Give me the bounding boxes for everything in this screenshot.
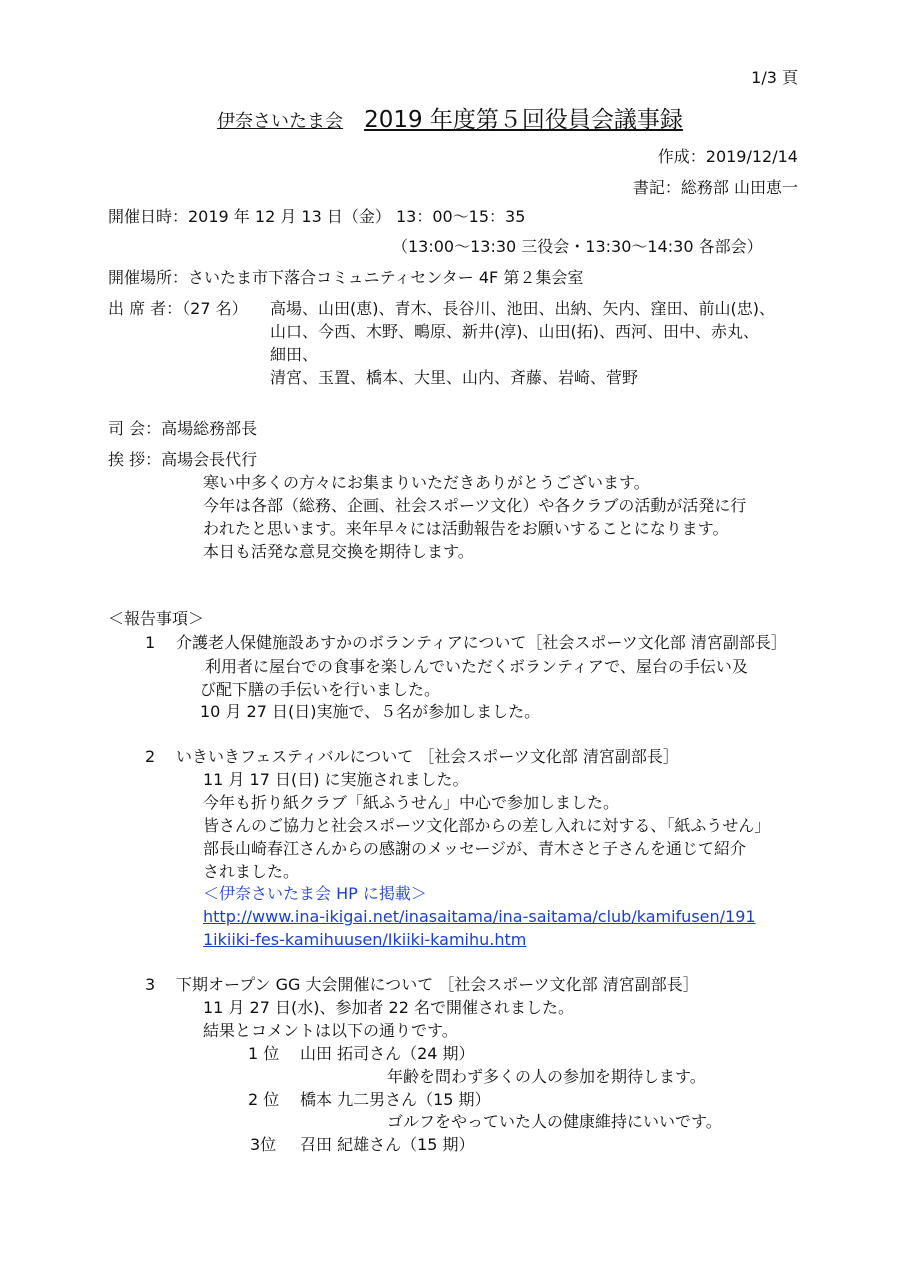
- page-number: 1/3 頁: [751, 68, 798, 87]
- report-line: 今年も折り紙クラブ「紙ふうせん」中心で参加しました。: [203, 793, 620, 812]
- result-comment: ゴルフをやっていた人の健康維持にいいです。: [387, 1112, 722, 1131]
- chair: 司 会：高場総務部長: [108, 419, 258, 438]
- report-line: 10 月 27 日(日)実施で、５名が参加しました。: [200, 702, 541, 721]
- report-heading: 介護老人保健施設あすかのボランティアについて［社会スポーツ文化部 清宮副部長］: [176, 633, 787, 652]
- result-rank: 1 位: [248, 1044, 280, 1063]
- report-number: 1: [145, 633, 156, 652]
- meeting-place: 開催場所：さいたま市下落合コミュニティセンター 4F 第２集会室: [108, 268, 584, 287]
- hp-link-line[interactable]: 1ikiiki-fes-kamihuusen/Ikiiki-kamihu.htm: [203, 930, 527, 949]
- greeting-label: 挨 拶：高場会長代行: [108, 450, 258, 469]
- recorder: 書記：総務部 山田恵一: [632, 178, 798, 197]
- report-heading: いきいきフェスティバルについて ［社会スポーツ文化部 清宮副部長］: [176, 747, 679, 766]
- report-line: 11 月 27 日(水)、参加者 22 名で開催されました。: [203, 998, 574, 1017]
- hp-link-heading: ＜伊奈さいたま会 HP に掲載＞: [203, 884, 427, 903]
- greeting-line: 本日も活発な意見交換を期待します。: [203, 542, 474, 561]
- meeting-datetime-detail: （13:00～13:30 三役会・13:30～14:30 各部会）: [392, 237, 763, 256]
- report-line: されました。: [203, 862, 300, 881]
- report-heading: 下期オープン GG 大会開催について ［社会スポーツ文化部 清宮副部長］: [176, 975, 699, 994]
- hp-link-line[interactable]: http://www.ina-ikigai.net/inasaitama/ina-saitama/club/kamifusen/191: [203, 907, 756, 926]
- result-name: 召田 紀雄さん（15 期）: [300, 1135, 475, 1154]
- report-line: び配下膳の手伝いを行いました。: [200, 680, 441, 699]
- created-date: 作成：2019/12/14: [657, 147, 798, 166]
- document-title: [0, 104, 900, 138]
- greeting-line: 寒い中多くの方々にお集まりいただきありがとうございます。: [203, 473, 650, 492]
- attendees-line: 山口、今西、木野、鴫原、新井(淳)、山田(拓)、西河、田中、赤丸、: [270, 322, 759, 341]
- attendees-label: 出 席 者：（27 名）: [108, 299, 248, 318]
- greeting-line: われたと思います。来年早々には活動報告をお願いすることになります。: [203, 519, 729, 538]
- meeting-datetime: 開催日時：2019 年 12 月 13 日（金） 13：00～15：35: [108, 207, 526, 226]
- result-rank: 3位: [250, 1135, 277, 1154]
- result-name: 橋本 九二男さん（15 期）: [300, 1090, 491, 1109]
- title-main: 2019 年度第５回役員会議事録: [364, 107, 683, 133]
- attendees-line: 細田、: [270, 345, 319, 364]
- title-organization: 伊奈さいたま会: [217, 111, 344, 132]
- result-rank: 2 位: [248, 1090, 280, 1109]
- result-name: 山田 拓司さん（24 期）: [300, 1044, 475, 1063]
- report-line: 結果とコメントは以下の通りです。: [203, 1021, 458, 1040]
- greeting-line: 今年は各部（総務、企画、社会スポーツ文化）や各クラブの活動が活発に行: [203, 496, 747, 515]
- report-section-heading: ＜報告事項＞: [108, 609, 205, 628]
- report-line: 皆さんのご協力と社会スポーツ文化部からの差し入れに対する、「紙ふうせん」: [203, 816, 771, 835]
- report-line: 11 月 17 日(日) に実施されました。: [203, 770, 469, 789]
- report-number: 3: [145, 975, 156, 994]
- report-number: 2: [145, 747, 156, 766]
- attendees-line: 高場、山田(恵)、青木、長谷川、池田、出納、矢内、窪田、前山(忠)、: [270, 299, 775, 318]
- report-line: 部長山崎春江さんからの感謝のメッセージが、青木さと子さんを通じて紹介: [203, 839, 747, 858]
- result-comment: 年齢を問わず多くの人の参加を期待します。: [387, 1067, 706, 1086]
- attendees-line: 清宮、玉置、橋本、大里、山内、斉藤、岩崎、菅野: [270, 368, 639, 387]
- report-line: 利用者に屋台での食事を楽しんでいただくボランティアで、屋台の手伝い及: [205, 657, 748, 676]
